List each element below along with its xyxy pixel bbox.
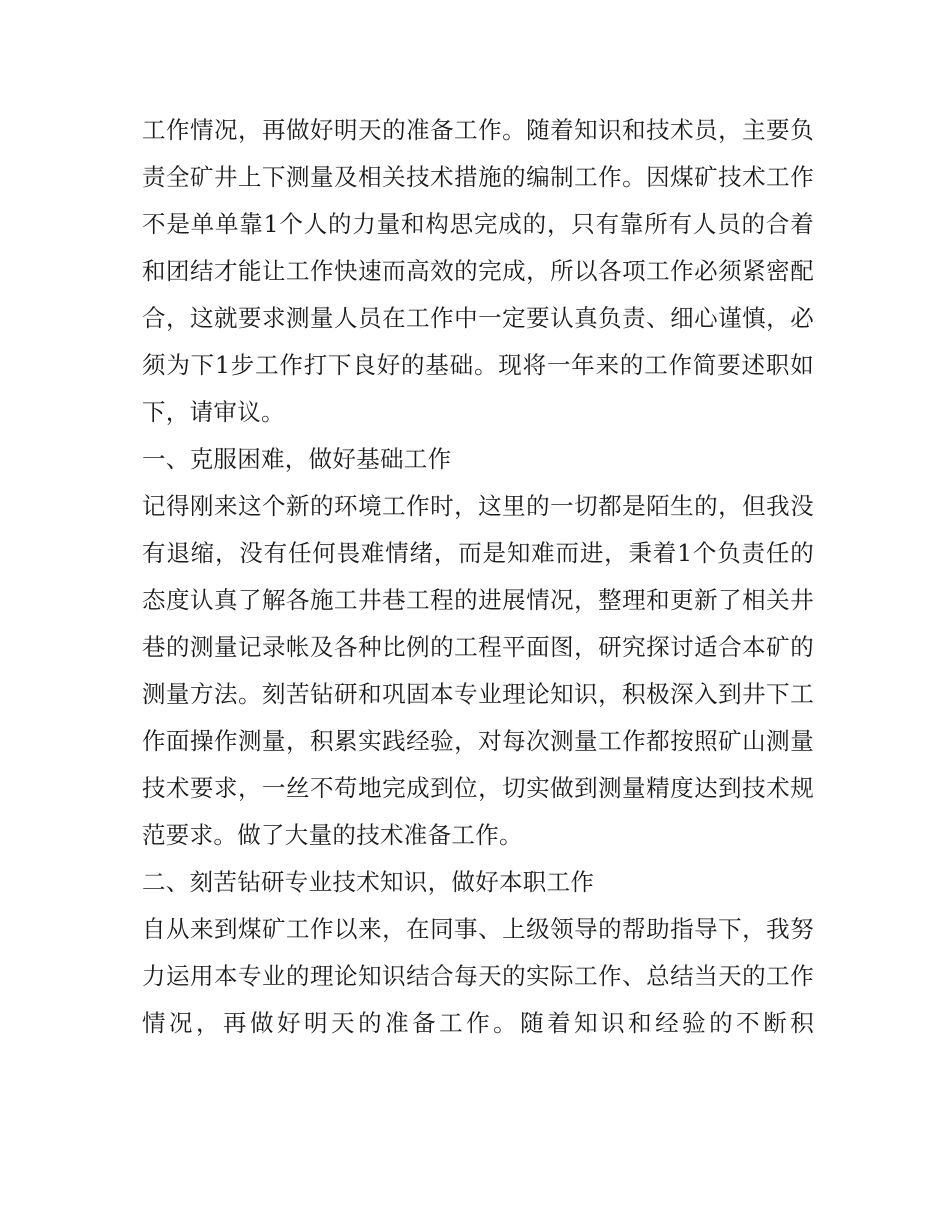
paragraph-intro: 工作情况，再做好明天的准备工作。随着知识和技术员，主要负责全矿井上下测量及相关技术措施的编制工作。因煤矿技术工作不是单单靠1个人的力量和构思完成的，只有靠所有人员的合着和团结才能让工作快速而高效的完成，所以各项工作必须紧密配合，这就要求测量人员在工作中一定要认真负责、细心谨慎，必须为下1步工作打下良好的基础。现将一年来的工作简要述职如下，请审议。 bbox=[142, 116, 814, 426]
paragraph-section-2: 自从来到煤矿工作以来，在同事、上级领导的帮助指导下，我努力运用本专业的理论知识结合每天的实际工作、总结当天的工作情况，再做好明天的准备工作。随着知识和经验的不断积 bbox=[142, 915, 814, 1037]
section-heading-2: 二、刻苦钻研专业技术知识，做好本职工作 bbox=[142, 868, 595, 896]
section-heading-1: 一、克服困难，做好基础工作 bbox=[142, 445, 452, 473]
document-body bbox=[142, 107, 814, 1047]
paragraph-section-1: 记得刚来这个新的环境工作时，这里的一切都是陌生的，但我没有退缩，没有任何畏难情绪，而是知难而进，秉着1个负责任的态度认真了解各施工井巷工程的进展情况，整理和更新了相关井巷的测量记录帐及各种比例的工程平面图，研究探讨适合本矿的测量方法。刻苦钻研和巩固本专业理论知识，积极深入到井下工作面操作测量，积累实践经验，对每次测量工作都按照矿山测量技术要求，一丝不苟地完成到位，切实做到测量精度达到技术规范要求。做了大量的技术准备工作。 bbox=[142, 492, 814, 849]
